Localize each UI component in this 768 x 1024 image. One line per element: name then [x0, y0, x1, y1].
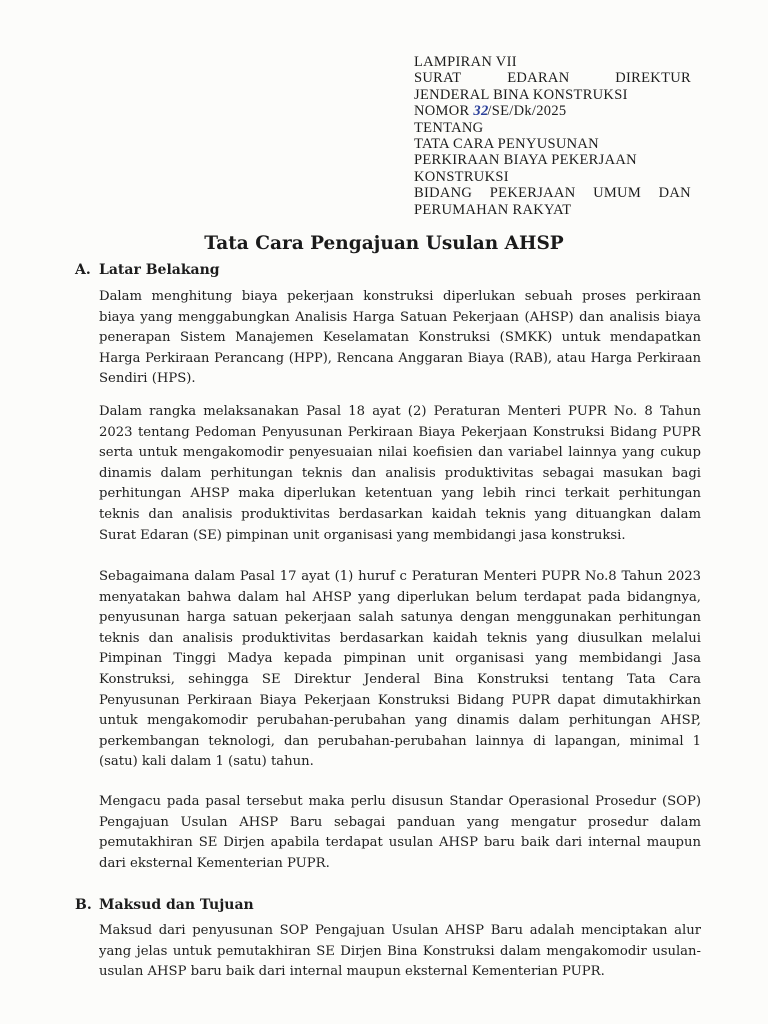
paragraph	[99, 921, 701, 983]
header-word: PEKERJAAN	[489, 185, 576, 202]
header-word: SURAT	[414, 70, 462, 87]
section-letter: A.	[75, 262, 91, 278]
header-number-line	[414, 103, 691, 119]
text-line: serta untuk mengakomodir penyesuaian nilai koefisien dan variabel lainnya yang cukup	[99, 445, 701, 461]
header-line: LAMPIRAN VII	[414, 54, 517, 70]
handwritten-number: 32	[473, 103, 489, 120]
text-line: dari eksternal Kementerian PUPR.	[99, 855, 330, 871]
text-line: Konstruksi, sehingga SE Direktur Jenderal Bina Konstruksi tentang Tata Cara	[99, 671, 701, 687]
paragraph	[99, 402, 701, 546]
text-line: Penyusunan Perkiraan Biaya Pekerjaan Konstruksi Bidang PUPR dapat dimutakhirkan	[99, 692, 701, 708]
header-word: DIREKTUR	[615, 70, 691, 87]
text-line: usulan AHSP baru baik dari internal maupun eksternal Kementerian PUPR.	[99, 964, 605, 980]
text-line: dinamis dalam perhitungan teknis dan analisis produktivitas sebagai masukan bagi	[99, 465, 701, 481]
text-line: penyusunan harga satuan pekerjaan salah satunya dengan menggunakan perhitungan	[99, 610, 701, 626]
text-line: Harga Perkiraan Perancang (HPP), Rencana Anggaran Biaya (RAB), atau Harga Perkiraan	[99, 350, 701, 366]
header-line	[414, 185, 691, 201]
header-line: PERUMAHAN RAKYAT	[414, 201, 572, 218]
text-line: yang jelas untuk pemutakhiran SE Dirjen Bina Konstruksi dalam mengakomodir usulan-	[99, 943, 701, 959]
header-word: EDARAN	[507, 70, 570, 87]
section-heading-latar-belakang	[75, 262, 220, 278]
header-line: PERKIRAAN BIAYA PEKERJAAN	[414, 152, 637, 169]
text-line: perhitungan AHSP maka diperlukan ketentuan yang lebih rinci terkait perhitungan	[99, 486, 701, 502]
text-line: Surat Edaran (SE) pimpinan unit organisasi yang membidangi jasa konstruksi.	[99, 527, 626, 543]
number-suffix: /SE/Dk/2025	[487, 103, 567, 120]
text-line: Maksud dari penyusunan SOP Pengajuan Usulan AHSP Baru adalah menciptakan alur	[99, 923, 701, 938]
header-word: BIDANG	[414, 185, 473, 202]
text-line: (satu) kali dalam 1 (satu) tahun.	[99, 754, 314, 770]
text-line: teknis dan analisis produktivitas berdasarkan kaidah teknis yang diusulkan melalui	[99, 630, 701, 646]
section-title: Latar Belakang	[99, 262, 220, 278]
text-line: Sendiri (HPS).	[99, 371, 196, 387]
paragraph	[99, 287, 701, 390]
text-line: Dalam menghitung biaya pekerjaan konstruksi diperlukan sebuah proses perkiraan	[99, 289, 701, 304]
header-line	[414, 70, 691, 86]
text-line: untuk mengakomodir perubahan-perubahan yang dinamis dalam perhitungan AHSP,	[99, 713, 701, 729]
header-line: TENTANG	[414, 119, 484, 136]
text-line: Dalam rangka melaksanakan Pasal 18 ayat (2) Peraturan Menteri PUPR No. 8 Tahun	[99, 404, 701, 419]
text-line: Sebagaimana dalam Pasal 17 ayat (1) huruf c Peraturan Menteri PUPR No.8 Tahun 2023	[99, 569, 701, 584]
text-line: 2023 tentang Pedoman Penyusunan Perkiraan Biaya Pekerjaan Konstruksi Bidang PUPR	[99, 424, 701, 440]
paragraph	[99, 792, 701, 874]
text-line: Pimpinan Tinggi Madya kepada pimpinan unit organisasi yang membidangi Jasa	[99, 651, 701, 667]
text-line: biaya yang menggabungkan Analisis Harga Satuan Pekerjaan (AHSP) dan analisis biaya	[99, 309, 701, 325]
text-line: penerapan Sistem Manajemen Keselamatan Konstruksi (SMKK) untuk mendapatkan	[99, 330, 701, 346]
text-line: Mengacu pada pasal tersebut maka perlu disusun Standar Operasional Prosedur (SOP)	[99, 794, 701, 809]
header-line: TATA CARA PENYUSUNAN	[414, 136, 599, 153]
paragraph	[99, 567, 701, 773]
section-heading-maksud-dan-tujuan	[75, 897, 254, 913]
section-letter: B.	[75, 897, 92, 913]
attachment-header	[414, 54, 691, 218]
text-line: perkembangan teknologi, dan perubahan-perubahan lainnya di lapangan, minimal 1	[99, 733, 701, 749]
number-prefix: NOMOR	[414, 103, 474, 120]
text-line: Pengajuan Usulan AHSP Baru sebagai panduan yang mengatur prosedur dalam	[99, 814, 701, 830]
section-title: Maksud dan Tujuan	[99, 897, 254, 913]
text-line: pemutakhiran SE Dirjen apabila terdapat usulan AHSP baru baik dari internal maupun	[99, 835, 701, 851]
document-title: Tata Cara Pengajuan Usulan AHSP	[204, 233, 564, 254]
header-line: KONSTRUKSI	[414, 168, 509, 185]
text-line: teknis dan analisis produktivitas berdasarkan kaidah teknis yang dituangkan dalam	[99, 506, 701, 522]
text-line: menyatakan bahwa dalam hal AHSP yang diperlukan belum terdapat pada bidangnya,	[99, 589, 701, 605]
header-line: JENDERAL BINA KONSTRUKSI	[414, 86, 628, 103]
header-word: UMUM	[593, 185, 642, 202]
header-word: DAN	[658, 185, 691, 202]
